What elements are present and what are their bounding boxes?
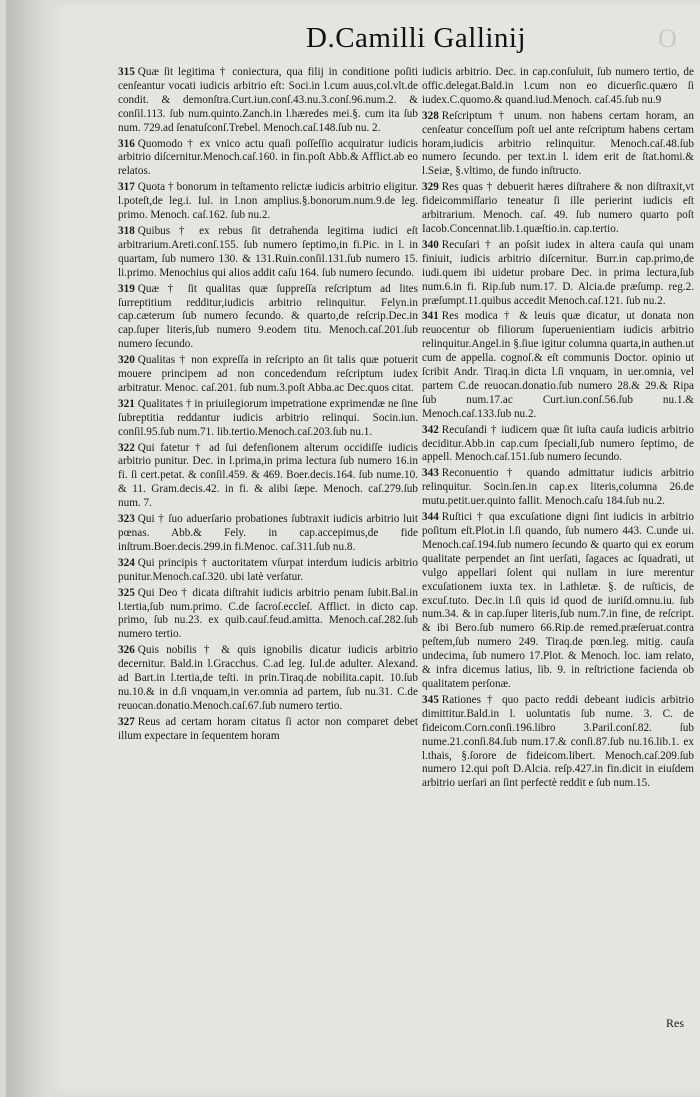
entry-text: Reus ad certam horam citatus ſi actor non comparet debet illum expectare in ſequentem horam <box>118 715 418 742</box>
entry-number: 317 <box>118 181 135 194</box>
entry-text: Res modica † & leuis quæ dicatur, ut donata non reuocentur ob filiorum ſuperuenientiam iudicis arbitrio relinquitur.Angel.in §.ſiue igitur columna quarta,in authen.ut cum de appella. cognoſ.& eſt communis Doctor. opinio ut ſcribit Andr. Tiraq.in dicta l.ſi vnquam, in uer.omnia, vel partem C.de reuocan.donatio.ſub numero 28.& 29.& Ripa ſub num.17.ac Curt.iun.conſ.56.ſub nu.1.& Menoch.caſ.133.ſub nu.2. <box>422 310 694 420</box>
entry-text: Quomodo † ex vnico actu quaſi poſſeſſio acquiratur iudicis arbitrio diſcernitur.Menoch.caſ.160. in fin.poſt Abb.& Afflict.ab eo relatos. <box>118 137 418 178</box>
index-entry <box>422 66 694 108</box>
index-entry <box>118 354 418 396</box>
index-entry <box>422 110 694 180</box>
entry-text: Recuſari † an poſsit iudex in altera cauſa qui unam finiuit, iudicis arbitrio diſcernitur. Burr.in cap.primo,de iudi.quem ibi uidetur probare Dec. in prima lectura,ſub num.6.in fi. Rip.ſub num.17. D. Alcia.de præſump. reg.2. præſumpt.11.quibus accedit Menoch.caſ.121. ſub nu.2. <box>422 238 694 307</box>
index-entry <box>422 310 694 421</box>
index-entry <box>118 557 418 585</box>
page-gutter-shadow <box>6 0 66 1097</box>
entry-number: 318 <box>118 224 135 237</box>
entry-text: Rationes † quo pacto reddi debeant iudicis arbitrio dimittitur.Bald.in l. uoluntatis ſub nume. 3. C. de fideicom.Corn.conſi.196.libro 3.Paril.conſ.82. ſub nume.21.conſi.84.ſub num.17.& conſi.87.ſub nu.16.lib.1. ex l.thais, §.ſorore de fideicom.libert. Menoch.caſ.209.ſub numero 12.qui poſt D.Alcia. reſp.427.in fin.dicit in eiuſdem arbitrio uerſari an ſint perfectè reddit e ſub num.15. <box>422 693 694 790</box>
entry-number: 322 <box>118 441 135 454</box>
entry-number: 319 <box>118 282 135 295</box>
entry-number: 323 <box>118 513 135 526</box>
entry-number: 340 <box>422 238 439 251</box>
entry-number: 316 <box>118 137 135 150</box>
index-entry <box>118 398 418 440</box>
index-entry <box>118 181 418 223</box>
entry-number: 320 <box>118 354 135 367</box>
entry-number: 329 <box>422 181 439 194</box>
entry-text: iudicis arbitrio. Dec. in cap.conſuluit, ſub numero tertio, de offic.delegat.Bald.in l.cum non eo dicuerſic.quæro ſi iudex.C.quomo.& quand.iud.Menoch. caſ.45.ſub nu.9 <box>422 66 694 106</box>
entry-text: Reconuentio † quando admittatur iudicis arbitrio relinquitur. Socin.ſen.in cap.ex literis,columna 26.de mutu.petit.uer.quinto fallit. Menoch.caſu 184.ſub nu.2. <box>422 467 694 508</box>
entry-text: Quæ ſit legitima † coniectura, qua filij in conditione poſiti cenſeantur vocati iudicis arbitrio eſt: Soci.in l.cum auus,col.vlt.de condit. & demonſtra.Curt.iun.conſ.43.nu.3.conſ.96.num.2. & conſil.113. ſub num.quinto.Zanch.in l.hæredes mei.§. cum ita ſub num. 729.ad ſenatuſconſ.Trebel. Menoch.caſ.148.ſub nu. 2. <box>118 66 418 134</box>
index-entry <box>118 225 418 281</box>
right-column <box>422 66 694 793</box>
entry-number: 315 <box>118 66 135 78</box>
entry-text: Qualitas † non expreſſa in reſcripto an ſit talis quæ potuerit mouere principem ad non concedendum reſcriptum iudex arbitratur. Menoc. caſ.201. ſub num.3.poſt Abba.ac Dec.quos citat. <box>118 354 418 394</box>
entry-number: 326 <box>118 644 135 657</box>
entry-text: Qui fatetur † ad ſui defenſionem alterum occidiſſe iudicis arbitrio punitur. Dec. in l.prima,in prima lectura ſub numero 16.in fi. ſi cert.petat. & conſil.459. & 469. Boer.decis.164. ſub nume.10. & 11. Gram.decis.42. in fi. & alibi ſæpe. Menoch. caſ.279.ſub num. 7. <box>118 441 418 510</box>
entry-number: 341 <box>422 310 439 323</box>
index-entry <box>422 467 694 509</box>
index-entry <box>422 239 694 309</box>
entry-text: Qui † ſuo aduerſario probationes ſubtraxit iudicis arbitrio luit pœnas. Abb.& Fely. in cap.accepimus,de fide inſtrum.Boer.decis.299.in fi.Menoc. caſ.311.ſub nu.8. <box>118 513 418 553</box>
index-entry <box>118 587 418 643</box>
entry-number: 328 <box>422 109 439 122</box>
index-entry <box>118 138 418 180</box>
index-entry <box>422 511 694 692</box>
left-column <box>118 66 418 746</box>
entry-text: Qualitates † in priuilegiorum impetratione exprimendæ ne ſine ſubreptitia reddantur iudicis arbitrio relinqui. Socin.iun. conſil.95.ſub num.71. lib.tertio.Menoch.caſ.203.ſub nu.1. <box>118 397 418 438</box>
index-entry <box>118 66 418 136</box>
index-entry <box>118 442 418 512</box>
entry-number: 343 <box>422 467 439 480</box>
entry-number: 325 <box>118 586 135 599</box>
index-entry <box>422 181 694 237</box>
entry-text: Quis nobilis † & quis ignobilis dicatur iudicis arbitrio decernitur. Bald.in l.Gracchus. C.ad leg. Iul.de adulter. Alexand. ad Bart.in l.tertia,de teſti. in prin.Tiraq.de nobilita.capit. 10.ſub nu.10.& in d.ſi vnquam,in ver.omnia ad partem, ſub nu.31. C.de reuocan.donatio.Menoch.caſ.67.ſub numero tertio. <box>118 644 418 712</box>
entry-text: Qui Deo † dicata diſtrahit iudicis arbitrio penam ſubit.Bal.in l.tertia,ſub num.primo. C.de ſacroſ.eccleſ. Afflict. in dicto cap. primo, ſub nu.23. ex quib.cauſ.feud.amitta. Menoch.caſ.282.ſub numero tertio. <box>118 586 418 641</box>
entry-text: Quibus † ex rebus ſit detrahenda legitima iudici eſt arbitrarium.Areti.conſ.155. ſub numero ſeptimo,in fi.Pic. in l. in quartam, ſub numero 130. & 131.Ruin.conſil.131.ſub numero 15. li.primo. Menochius qui alios addit caſu 164. ſub numero ſecundo. <box>118 224 418 279</box>
book-page <box>6 0 700 1097</box>
bleed-through-mark: O <box>658 24 677 53</box>
entry-text: Quæ † ſit qualitas quæ ſuppreſſa reſcriptum ad lites ſurreptitium redditur,iudicis arbitrio relinquitur. Felyn.in cap.cæterum ſub numero ſecundo. & quarto,de reſcrip.Dec.in cap.ſuper literis,ſub numero 9.eodem titu. Menoch.caſ.201.ſub numero ſecundo. <box>118 282 418 351</box>
entry-text: Recuſandi † iudicem quæ ſit iuſta cauſa iudicis arbitrio deciditur.Abb.in cap.cum ſpeciali,ſub numero ſeptimo, de appell. Menoch.caſ.151.ſub numero ſecundo. <box>422 423 694 464</box>
entry-text: Res quas † debuerit hæres diſtrahere & non diſtraxit,vt fideicommiſſario teneatur ſi ille perierint iudicis eſt arbitrarium. Menoch. caſ. 49. ſub numero quarto poſt Iacob.Concennat.lib.1.quæſtio.in. cap.tertio. <box>422 181 694 235</box>
entry-number: 345 <box>422 693 439 706</box>
running-head: D.Camilli Gallinij <box>306 22 527 54</box>
index-entry <box>118 716 418 744</box>
entry-number: 344 <box>422 511 439 524</box>
catchword: Res <box>666 1016 684 1030</box>
index-entry <box>422 694 694 791</box>
entry-text: Ruſtici † qua excuſatione digni ſint iudicis in arbitrio poſitum eſt.Plot.in l.ſi quando, ſub numero 443. C.unde ui. Menoch.caſ.194.ſub numero ſecundo & quarto qui ex eorum qualitate perpendet an ſint uerſati, ſagaces ac ſquadrati, ut vulgo appellari ſolent qui nullam in iure merentur excuſationem iuxta tex. in l.athletæ. §. de ruſticis, de excuſ.tuto. Dec.in l.ſi quis id quod de iuriſd.omnu.iu. ſub num.34. & in cap.ſuper literis,ſub num.7.in fine, de reſcript. & ibi Bero.ſub numero 66.Rip.de remed.præſeruat.contra peſtem,ſub numero 249. Tiraq.de pœn.leg. mitig. cauſa undecima, ſub numero 17.Plot. & Menoch. loc. iam relato, & infra dicemus latius, lib. 9. in reſtrictione facienda ob qualitatem perſonæ. <box>422 511 694 690</box>
entry-number: 342 <box>422 423 439 436</box>
entry-text: Qui principis † auctoritatem vſurpat interdum iudicis arbitrio punitur.Menoch.caſ.320. ubi latè verſatur. <box>118 556 418 583</box>
entry-number: 321 <box>118 397 135 410</box>
entry-number: 327 <box>118 715 135 728</box>
entry-text: Reſcriptum † unum. non habens certam horam, an cenſeatur conceſſum poſt uel ante reſcriptum habens certam horam,iudicis arbitrio relinquitur. Menoch.caſ.48.ſub numero ſecundo. per text.in l. idem erit de ſtat.homi.& l.Seiæ, §.vltimo, de fundo inſtructo. <box>422 109 694 178</box>
index-entry <box>118 513 418 555</box>
index-entry <box>118 283 418 353</box>
entry-number: 324 <box>118 556 135 569</box>
entry-text: Quota † bonorum in teſtamento relictæ iudicis arbitrio eligitur. l.poteſt,de leg.i. Iul. in l.non amplius.§.bonorum.num.9.de leg. primo. Menoch. caſ.162. ſub nu.2. <box>118 181 418 222</box>
index-entry <box>118 644 418 714</box>
index-entry <box>422 424 694 466</box>
